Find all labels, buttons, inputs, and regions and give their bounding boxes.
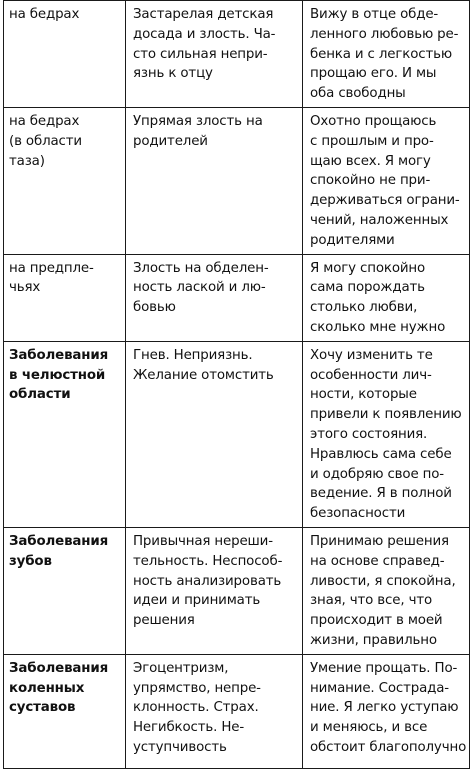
cell-line: привели к появлению — [310, 407, 462, 423]
cell-line: ленного любовью ре- — [310, 26, 459, 42]
cell-line: идеи и принимать — [133, 593, 261, 609]
affirmation-cell — [303, 654, 470, 768]
cell-line: таза) — [9, 153, 45, 169]
table-row — [4, 254, 470, 341]
row-heading-cell — [4, 654, 126, 768]
cell-line: досада и злость. Ча- — [133, 26, 276, 42]
cell-line: уступчивость — [133, 739, 227, 755]
cell-line: чений, наложенных — [310, 212, 449, 228]
problem-cell — [126, 341, 303, 527]
cell-line: Нравлюсь сама себе — [310, 446, 452, 462]
cell-line: и одобряю свое по- — [310, 466, 444, 482]
table-row — [4, 107, 470, 254]
row-heading-cell — [4, 254, 126, 341]
cell-line: сколько мне нужно — [310, 319, 446, 335]
row-heading-cell — [4, 341, 126, 527]
cell-line: на бедрах — [9, 7, 80, 22]
cell-line: (в области — [9, 133, 82, 149]
cell-line: жизни, правильно — [310, 632, 437, 648]
cell-line: Охотно прощаюсь — [310, 113, 437, 129]
cell-line: прощаю его. И мы — [310, 66, 437, 82]
cell-line: обстоит благополучно — [310, 739, 467, 755]
cell-line: особенности лич- — [310, 367, 432, 383]
cell-line: Гнев. Неприязнь. — [133, 347, 253, 363]
cell-line: щаю всех. Я могу — [310, 153, 431, 169]
cell-line: язнь к отцу — [133, 66, 213, 82]
row-heading-cell — [4, 527, 126, 654]
cell-line: родителями — [310, 232, 395, 248]
affirmation-cell — [303, 254, 470, 341]
cell-line: суставов — [9, 700, 76, 716]
table-row — [4, 527, 470, 654]
problem-cell — [126, 654, 303, 768]
cell-line: тельность. Неспособ- — [133, 553, 283, 569]
cell-line: происходит в моей — [310, 613, 443, 629]
cell-line: ность анализировать — [133, 573, 282, 589]
cell-line: Заболевания — [9, 533, 109, 549]
cell-line: оба свободны — [310, 86, 406, 102]
affirmation-cell — [303, 1, 470, 108]
cell-line: чьях — [9, 280, 41, 296]
affirmation-cell — [303, 341, 470, 527]
cell-line: ведение. Я в полной — [310, 486, 452, 502]
cell-line: ности, которые — [310, 387, 417, 403]
affirmation-cell — [303, 107, 470, 254]
cell-line: Умение прощать. По- — [310, 660, 458, 676]
cell-line: решения — [133, 613, 195, 629]
cell-line: на предпле- — [9, 260, 94, 276]
cell-line: нимание. Сострада- — [310, 680, 449, 696]
cell-line: этого состояния. — [310, 426, 428, 442]
cell-line: сто сильная непри- — [133, 46, 268, 62]
cell-line: на основе справед- — [310, 553, 445, 569]
cell-line: Эгоцентризм, — [133, 660, 229, 676]
cell-line: Упрямая злость на — [133, 113, 263, 129]
cell-line: ность лаской и лю- — [133, 280, 266, 296]
problem-cell — [126, 254, 303, 341]
cell-line: безопасности — [310, 506, 406, 522]
cell-line: родителей — [133, 133, 208, 149]
table-row — [4, 654, 470, 768]
row-heading-cell — [4, 107, 126, 254]
cell-line: зубов — [9, 553, 52, 569]
cell-line: бенка и с легкостью — [310, 46, 452, 62]
cell-line: зная, что все, что — [310, 593, 433, 609]
problem-cell — [126, 1, 303, 108]
cell-line: с прошлым и про- — [310, 133, 434, 149]
cell-line: в челюстной — [9, 367, 106, 383]
problem-cell — [126, 527, 303, 654]
cell-line: сама порождать — [310, 280, 425, 296]
cell-line: спокойно не при- — [310, 173, 431, 189]
row-heading-cell — [4, 1, 126, 108]
cell-line: Злость на обделен- — [133, 260, 269, 276]
table-row — [4, 1, 470, 108]
cell-line: и меняюсь, и все — [310, 720, 428, 736]
cell-line: Принимаю решения — [310, 533, 449, 549]
cell-line: на бедрах — [9, 113, 80, 129]
cell-line: Я могу спокойно — [310, 260, 426, 276]
cell-line: Заболевания — [9, 347, 109, 363]
cell-line: ние. Я легко уступаю — [310, 700, 459, 716]
cell-line: Желание отомстить — [133, 367, 274, 383]
cell-line: коленных — [9, 680, 85, 696]
symptom-table — [3, 0, 470, 769]
cell-line: упрямство, непре- — [133, 680, 261, 696]
cell-line: области — [9, 387, 71, 403]
problem-cell — [126, 107, 303, 254]
cell-line: Заболевания — [9, 660, 109, 676]
cell-line: Вижу в отце обде- — [310, 7, 439, 22]
cell-line: Привычная нереши- — [133, 533, 273, 549]
cell-line: Негибкость. Не- — [133, 720, 245, 736]
table-row — [4, 341, 470, 527]
symptom-table-body — [4, 1, 470, 769]
cell-line: Застарелая детская — [133, 7, 274, 22]
cell-line: ливости, я спокойна, — [310, 573, 456, 589]
cell-line: бовью — [133, 300, 176, 316]
cell-line: столько любви, — [310, 300, 418, 316]
affirmation-cell — [303, 527, 470, 654]
cell-line: Хочу изменить те — [310, 347, 433, 363]
cell-line: держиваться ограни- — [310, 193, 460, 209]
cell-line: клонность. Страх. — [133, 700, 259, 716]
